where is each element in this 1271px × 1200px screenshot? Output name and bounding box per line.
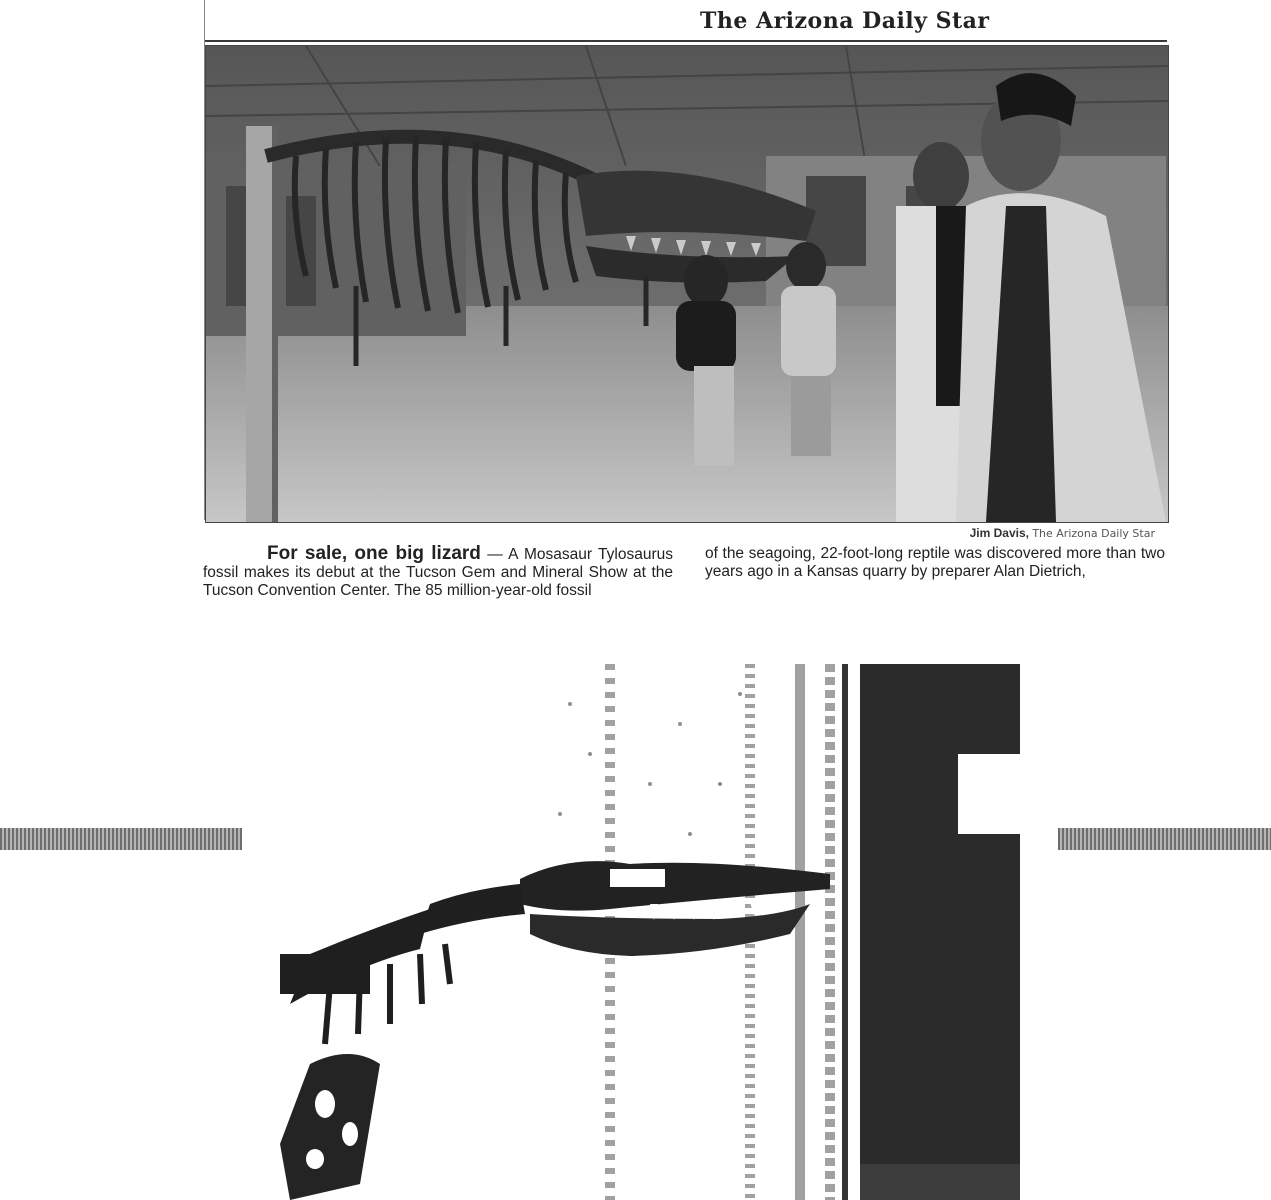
scan-edge-right: [1058, 828, 1271, 850]
masthead-rule: [205, 40, 1167, 42]
top-photo: [205, 45, 1169, 523]
mosasaur-skull-image: [270, 664, 1040, 1200]
caption-body-right: of the seagoing, 22-foot-long reptile was discovered more than two years ago in a Kansas quarry by preparer Alan Dietrich,: [705, 545, 1165, 580]
caption-headline: For sale, one big lizard: [267, 543, 481, 564]
photographer-name: Jim Davis,: [969, 526, 1029, 540]
masthead-title: The Arizona Daily Star: [700, 8, 990, 34]
bottom-photo: [270, 664, 1040, 1200]
caption-dash: —: [480, 546, 509, 563]
scan-edge-left: [0, 828, 242, 850]
caption-left-column: [203, 545, 673, 600]
caption-body-left: A Mosasaur Tylosaurus fossil makes its debut at the Tucson Gem and Mineral Show at the Tucson Convention Center. The 85 million-year-old fossil: [203, 546, 673, 599]
caption-right-column: [705, 545, 1165, 581]
mosasaur-exhibit-image: [206, 46, 1168, 522]
photo-credit: [700, 526, 1155, 540]
credit-organization: The Arizona Daily Star: [1032, 527, 1155, 540]
